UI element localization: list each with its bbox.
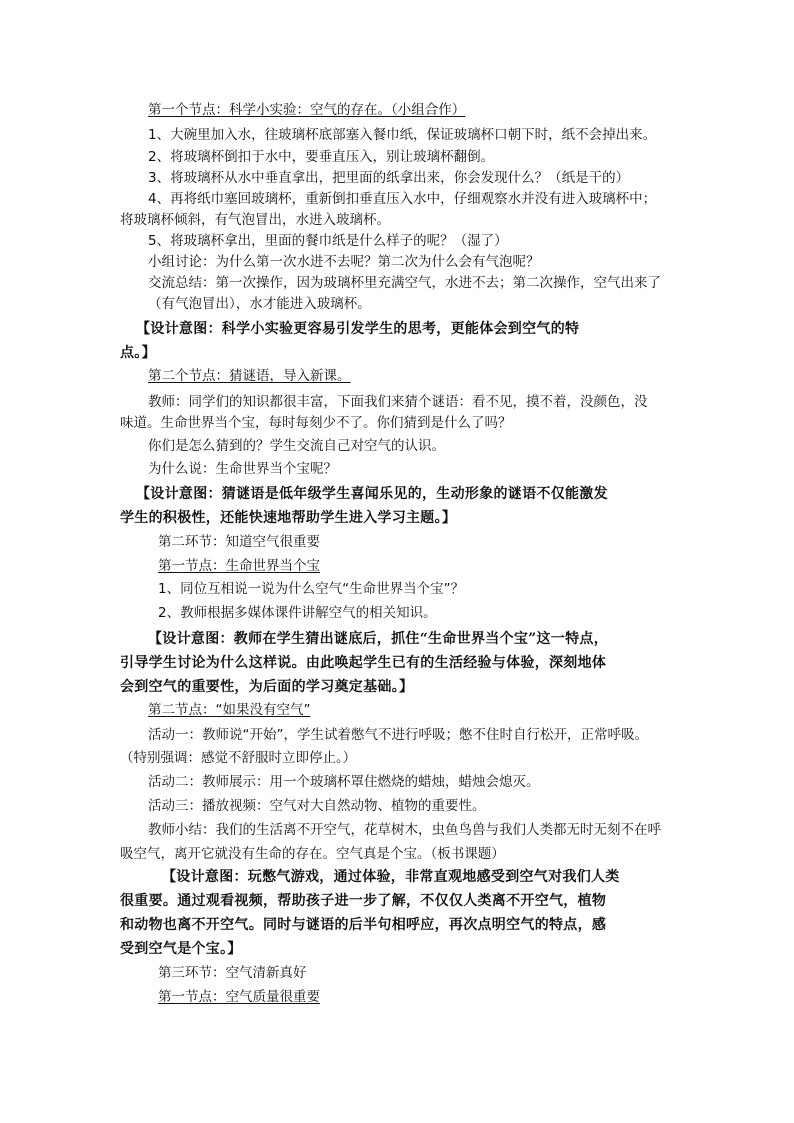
node-heading-1: 第一个节点：科学小实验：空气的存在。（小组合作）	[148, 102, 466, 118]
node-heading-2: 第二个节点：猜谜语，导入新课。	[148, 368, 351, 384]
paragraph-line: 将玻璃杯倾斜，有气泡冒出，水进入玻璃杯。	[120, 212, 390, 228]
paragraph-line: 活动三：播放视频：空气对大自然动物、植物的重要性。	[148, 798, 486, 814]
node-heading: 第一节点：生命世界当个宝	[158, 558, 320, 574]
design-intent: 【设计意图：玩憋气游戏，通过体验，非常直观地感受到空气对我们人类	[162, 869, 620, 885]
paragraph-line: 你们是怎么猜到的？学生交流自己对空气的认识。	[148, 438, 445, 454]
node-heading: 第一节点：空气质量很重要	[158, 989, 320, 1005]
paragraph-line: 1、大碗里加入水，往玻璃杯底部塞入餐巾纸，保证玻璃杯口朝下时，纸不会掉出来。	[148, 127, 657, 143]
paragraph-line: 活动二：教师展示：用一个玻璃杯罩住燃烧的蜡烛，蜡烛会熄灭。	[148, 774, 540, 790]
paragraph-line: 教师：同学们的知识都很丰富，下面我们来猜个谜语：看不见，摸不着，没颜色，没	[148, 394, 648, 410]
paragraph-line: 2、教师根据多媒体课件讲解空气的相关知识。	[158, 605, 437, 621]
paragraph-line: 3、将玻璃杯从水中垂直拿出，把里面的纸拿出来，你会发现什么？（纸是干的）	[148, 170, 630, 186]
design-intent: 会到空气的重要性，为后面的学习奠定基础。】	[120, 679, 414, 695]
paragraph-line: 味道。生命世界当个宝，每时每刻少不了。你们猜到是什么了吗？	[120, 415, 512, 431]
design-intent: 点。】	[120, 345, 156, 361]
design-intent: 受到空气是个宝。】	[120, 941, 242, 957]
design-intent: 【设计意图：教师在学生猜出谜底后，抓住“生命世界当个宝”这一特点，	[148, 631, 609, 647]
design-intent: 【设计意图：猜谜语是低年级学生喜闻乐见的，生动形象的谜语不仅能激发	[136, 486, 608, 502]
paragraph-line: 1、同位互相说一说为什么空气“生命世界当个宝”？	[158, 581, 465, 597]
paragraph-line: 小组讨论：为什么第一次水进不去呢？第二次为什么会有气泡呢？	[148, 254, 540, 270]
paragraph-line: 4、再将纸巾塞回玻璃杯，重新倒扣垂直压入水中，仔细观察水并没有进入玻璃杯中；	[148, 191, 657, 207]
section-heading: 第二环节：知道空气很重要	[158, 534, 320, 550]
design-intent: 学生的积极性，还能快速地帮助学生进入学习主题。】	[120, 510, 457, 526]
design-intent: 和动物也离不开空气。同时与谜语的后半句相呼应，再次点明空气的特点，感	[120, 917, 607, 933]
design-intent: 【设计意图：科学小实验更容易引发学生的思考，更能体会到空气的特	[136, 321, 580, 337]
paragraph-line: 2、将玻璃杯倒扣于水中，要垂直压入，别让玻璃杯翻倒。	[148, 149, 495, 165]
paragraph-line: （特别强调：感觉不舒服时立即停止。）	[120, 750, 357, 766]
paragraph-line: 吸空气，离开它就没有生命的存在。空气真是个宝。（板书课题）	[120, 846, 505, 862]
design-intent: 引导学生讨论为什么这样说。由此唤起学生已有的生活经验与体验，深刻地体	[120, 655, 607, 671]
design-intent: 很重要。通过观看视频，帮助孩子进一步了解，不仅仅人类离不开空气，植物	[120, 893, 607, 909]
paragraph-line: 交流总结：第一次操作，因为玻璃杯里充满空气，水进不去；第二次操作，空气出来了	[148, 275, 661, 291]
paragraph-line: 活动一：教师说“开始”，学生试着憋气不进行呼吸；憋不住时自行松开，正常呼吸。	[148, 727, 648, 743]
paragraph-line: 为什么说：生命世界当个宝呢？	[148, 461, 337, 477]
section-heading: 第三环节：空气清新真好	[158, 965, 307, 981]
paragraph-line: （有气泡冒出），水才能进入玻璃杯。	[148, 296, 371, 312]
node-heading: 第二节点：“如果没有空气”	[148, 702, 311, 718]
paragraph-line: 教师小结：我们的生活离不开空气，花草树木，虫鱼鸟兽与我们人类都无时无刻不在呼	[148, 822, 661, 838]
paragraph-line: 5、将玻璃杯拿出，里面的餐巾纸是什么样子的呢？（湿了）	[148, 233, 508, 249]
